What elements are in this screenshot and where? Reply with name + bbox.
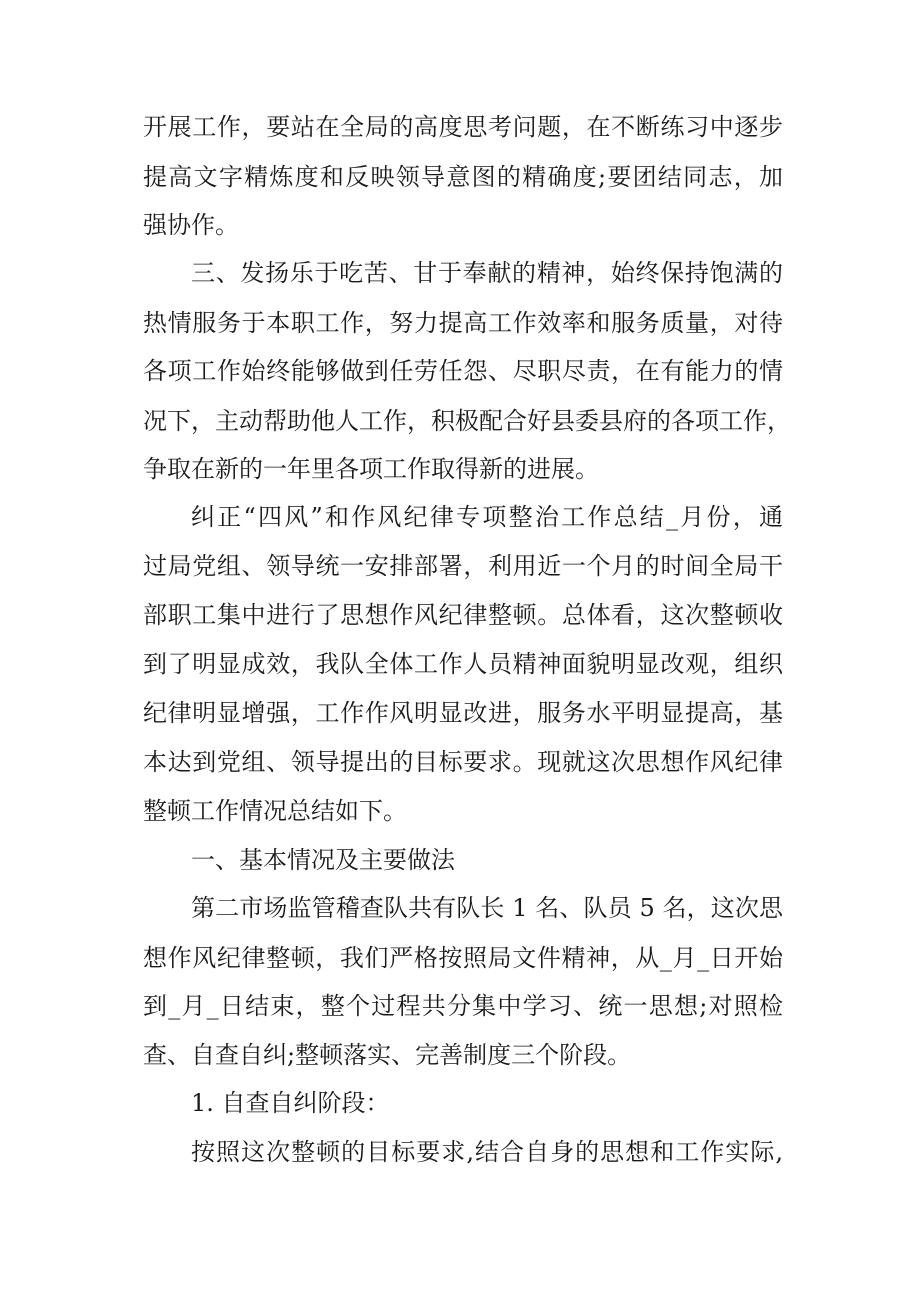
paragraph-line: 纪律明显增强，工作作风明显改进，服务水平明显提高，基 — [143, 699, 783, 727]
paragraph-line: 到了明显成效，我队全体工作人员精神面貌明显改观，组织 — [143, 650, 783, 678]
paragraph-line: 到_月_日结束，整个过程共分集中学习、统一思想;对照检 — [143, 992, 783, 1020]
paragraph-line: 强协作。 — [143, 211, 239, 239]
paragraph-line: 查、自查自纠;整顿落实、完善制度三个阶段。 — [143, 1041, 632, 1069]
paragraph-line: 提高文字精炼度和反映领导意图的精确度;要团结同志，加 — [143, 163, 783, 191]
paragraph-line: 按照这次整顿的目标要求,结合自身的思想和工作实际, — [191, 1138, 783, 1166]
subsection-heading-line: 1. 自查自纠阶段： — [191, 1089, 390, 1117]
paragraph-line: 本达到党组、领导提出的目标要求。现就这次思想作风纪律 — [143, 748, 783, 776]
paragraph-line: 纠正“四风”和作风纪律专项整治工作总结_月份，通 — [191, 503, 783, 531]
paragraph-line: 整顿工作情况总结如下。 — [143, 797, 407, 825]
paragraph-line: 各项工作始终能够做到任劳任怨、尽职尽责，在有能力的情 — [143, 357, 783, 385]
paragraph-line: 争取在新的一年里各项工作取得新的进展。 — [143, 455, 599, 483]
paragraph-line: 想作风纪律整顿，我们严格按照局文件精神，从_月_日开始 — [143, 944, 783, 972]
paragraph-line: 部职工集中进行了思想作风纪律整顿。总体看，这次整顿收 — [143, 601, 783, 629]
section-heading-line: 一、基本情况及主要做法 — [191, 846, 455, 874]
paragraph-line: 第二市场监管稽查队共有队长 1 名、队员 5 名，这次思 — [191, 894, 783, 922]
paragraph-line: 热情服务于本职工作，努力提高工作效率和服务质量，对待 — [143, 309, 783, 337]
paragraph-line: 况下，主动帮助他人工作，积极配合好县委县府的各项工作， — [143, 407, 791, 435]
section-heading-line: 三、发扬乐于吃苦、甘于奉献的精神，始终保持饱满的 — [191, 259, 783, 287]
paragraph-line: 过局党组、领导统一安排部署，利用近一个月的时间全局干 — [143, 552, 783, 580]
paragraph-line: 开展工作，要站在全局的高度思考问题，在不断练习中逐步 — [143, 113, 783, 141]
